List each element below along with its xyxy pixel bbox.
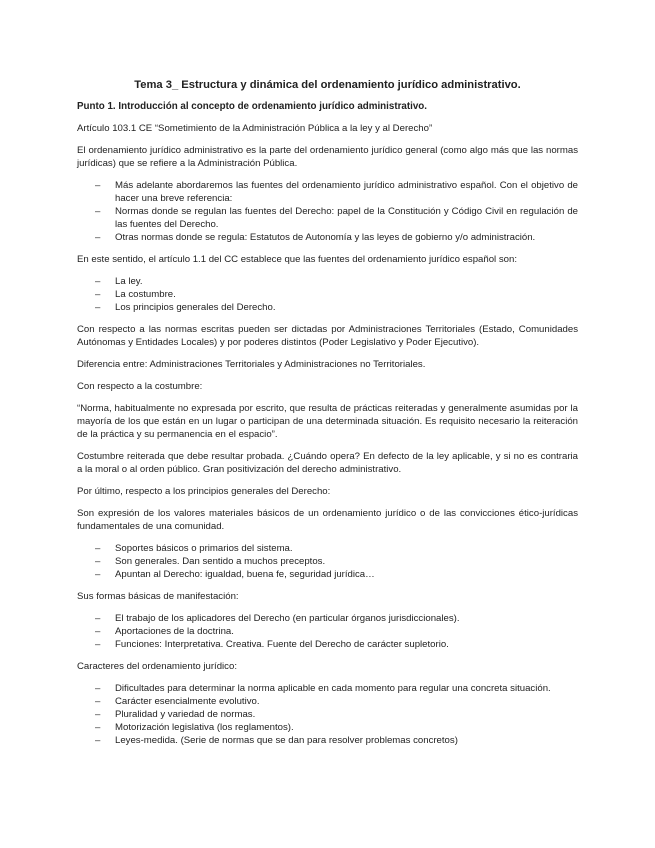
- paragraph: Diferencia entre: Administraciones Territoriales y Administraciones no Territoriales.: [77, 359, 426, 370]
- paragraph: Por último, respecto a los principios generales del Derecho:: [77, 486, 331, 497]
- paragraph: Costumbre reiterada que debe resultar probada. ¿Cuándo opera? En defecto de la ley aplicable, y si no es contraria a la moral o al orden público. Gran positivización del derecho administrativo.: [77, 451, 578, 475]
- dash-list: [77, 179, 578, 244]
- paragraph: Con respecto a las normas escritas pueden ser dictadas por Administraciones Territoriales (Estado, Comunidades Autónomas y Entidades Locales) y por poderes distintos (Poder Legislativo y Poder Ejecutivo).: [77, 324, 578, 348]
- list-item: – Motorización legislativa (los reglamentos).: [115, 721, 578, 734]
- list-item: – La ley.: [115, 275, 578, 288]
- list-item: – Apuntan al Derecho: igualdad, buena fe, seguridad jurídica…: [115, 568, 578, 581]
- paragraph: Sus formas básicas de manifestación:: [77, 591, 239, 602]
- list-item: – Carácter esencialmente evolutivo.: [115, 695, 578, 708]
- list-item: – El trabajo de los aplicadores del Derecho (en particular órganos jurisdiccionales).: [115, 612, 578, 625]
- dash-list: [77, 612, 578, 651]
- list-item: – La costumbre.: [115, 288, 578, 301]
- list-item: – Leyes-medida. (Serie de normas que se dan para resolver problemas concretos): [115, 734, 578, 747]
- paragraph: Caracteres del ordenamiento jurídico:: [77, 661, 237, 672]
- dash-list: [77, 542, 578, 581]
- list-item: – Otras normas donde se regula: Estatutos de Autonomía y las leyes de gobierno y/o administración.: [115, 231, 578, 244]
- list-item: – Dificultades para determinar la norma aplicable en cada momento para regular una concreta situación.: [115, 682, 578, 695]
- list-item: – Funciones: Interpretativa. Creativa. Fuente del Derecho de carácter supletorio.: [115, 638, 578, 651]
- paragraph: Artículo 103.1 CE “Sometimiento de la Administración Pública a la ley y al Derecho”: [77, 123, 433, 134]
- dash-list: [77, 682, 578, 747]
- paragraph: Son expresión de los valores materiales básicos de un ordenamiento jurídico o de las convicciones ético-jurídicas fundamentales de una comunidad.: [77, 508, 578, 532]
- list-item: – Son generales. Dan sentido a muchos preceptos.: [115, 555, 578, 568]
- list-item: – Pluralidad y variedad de normas.: [115, 708, 578, 721]
- section-heading: Punto 1. Introducción al concepto de ordenamiento jurídico administrativo.: [77, 101, 428, 112]
- paragraph: En este sentido, el artículo 1.1 del CC establece que las fuentes del ordenamiento jurídico español son:: [77, 254, 517, 265]
- paragraph: “Norma, habitualmente no expresada por escrito, que resulta de prácticas reiteradas y generalmente asumidas por la mayoría de los que están en un lugar o participan de una determinada situación. Es requisito necesario la reiteración de la práctica y su permanencia en el espacio”.: [77, 403, 578, 440]
- list-item: – Normas donde se regulan las fuentes del Derecho: papel de la Constitución y Código Civil en regulación de las fuentes del Derecho.: [115, 205, 578, 231]
- document-title: Tema 3_ Estructura y dinámica del ordenamiento jurídico administrativo.: [134, 79, 521, 91]
- dash-list: [77, 275, 578, 314]
- list-item: – Soportes básicos o primarios del sistema.: [115, 542, 578, 555]
- list-item: – Más adelante abordaremos las fuentes del ordenamiento jurídico administrativo español. Con el objetivo de hacer una breve referencia:: [115, 179, 578, 205]
- list-item: – Aportaciones de la doctrina.: [115, 625, 578, 638]
- paragraph: Con respecto a la costumbre:: [77, 381, 203, 392]
- list-item: – Los principios generales del Derecho.: [115, 301, 578, 314]
- paragraph: El ordenamiento jurídico administrativo es la parte del ordenamiento jurídico general (como algo más que las normas jurídicas) que se refiere a la Administración Pública.: [77, 145, 578, 169]
